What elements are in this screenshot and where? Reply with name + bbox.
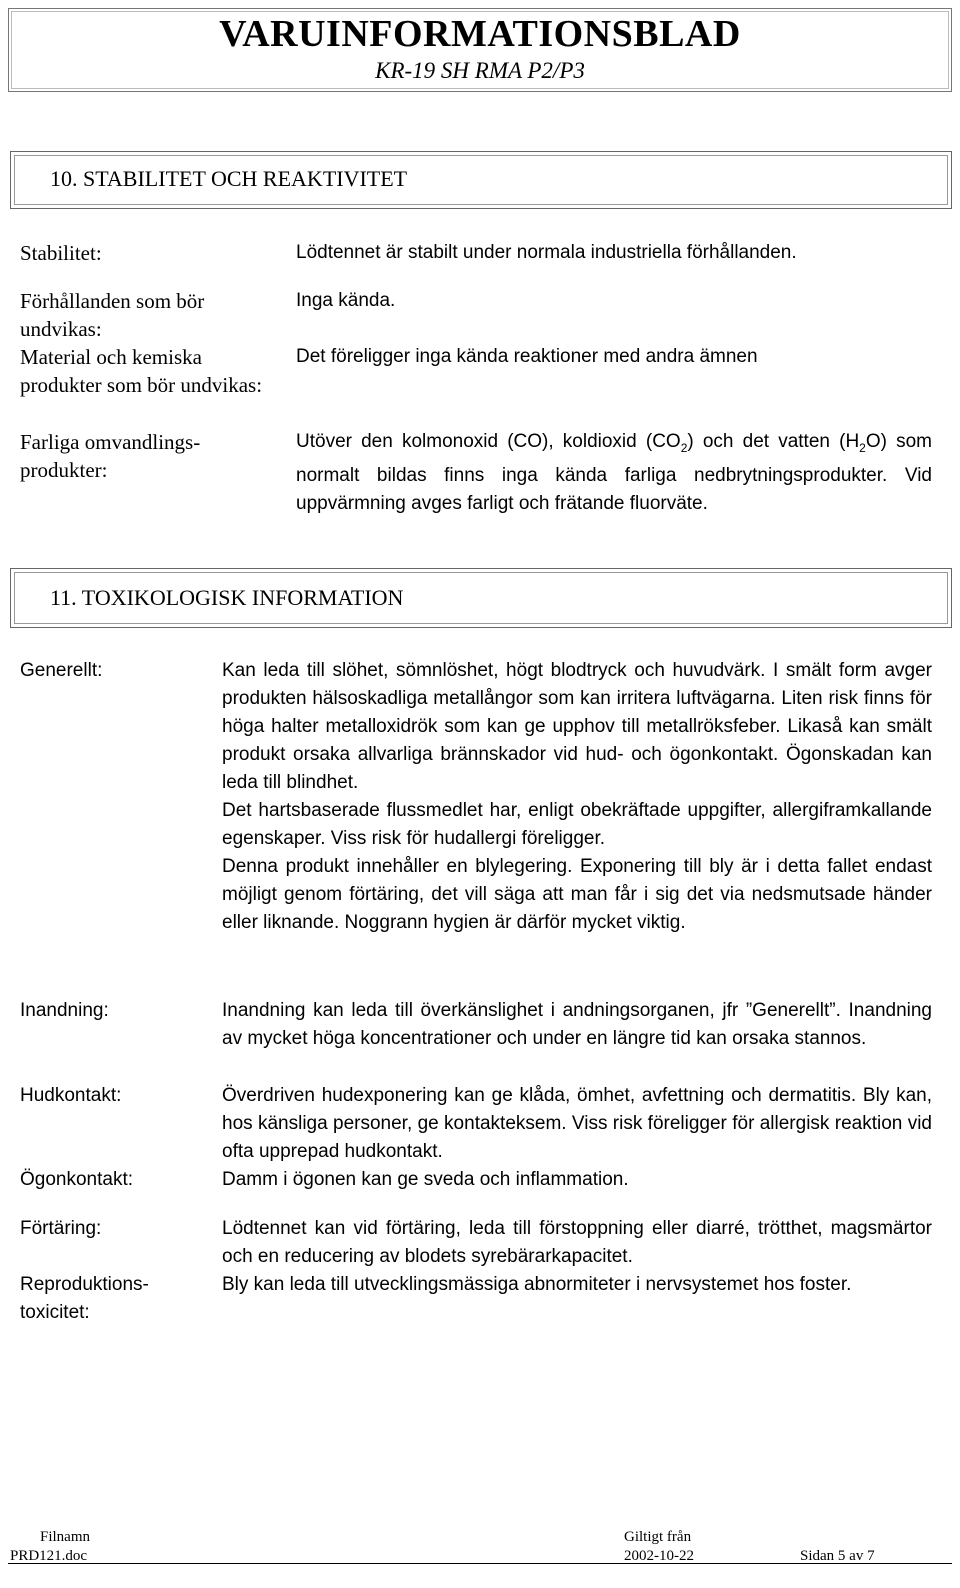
footer-filename-label: Filnamn xyxy=(40,1529,91,1545)
document-subtitle: KR-19 SH RMA P2/P3 xyxy=(375,58,585,83)
text-fortaring: Lödtennet kan vid förtäring, leda till förstoppning eller diarré, trötthet, magsmärtor och en reducering av blodets syrebärarkapacitet. xyxy=(222,1218,932,1267)
generellt-paragraph-1: Kan leda till slöhet, sömnlöshet, högt blodtryck och huvudvärk. I smält form avger produkten hälsoskadliga metallångor som kan irritera luftvägarna. Liten risk finns för höga halter metalloxidrök som kan ge upphov till metallröksfeber. Likaså kan smält produkt orsaka allvarliga brännskador vid hud- och ögonkontakt. Ögonskadan kan leda till blindhet. xyxy=(222,660,932,793)
text-hudkontakt: Överdriven hudexponering kan ge klåda, ömhet, avfettning och dermatitis. Bly kan, hos känsliga personer, ge kontakteksem. Viss risk föreligger för allergisk reaktion vid ofta upprepad hudkontakt. xyxy=(222,1085,932,1162)
text-ogonkontakt: Damm i ögonen kan ge sveda och inflammation. xyxy=(222,1169,629,1190)
text-generellt xyxy=(222,657,932,937)
label-generellt: Generellt: xyxy=(20,660,103,681)
subscript-2: 2 xyxy=(859,440,866,455)
label-material: Material och kemiska produkter som bör undvikas: xyxy=(20,345,263,397)
label-inandning: Inandning: xyxy=(20,1000,109,1021)
text-material: Det föreligger inga kända reaktioner med andra ämnen xyxy=(296,346,758,367)
label-ogonkontakt: Ögonkontakt: xyxy=(20,1169,134,1190)
footer-page-number: Sidan 5 av 7 xyxy=(800,1548,875,1564)
label-hudkontakt: Hudkontakt: xyxy=(20,1085,122,1106)
label-fortaring: Förtäring: xyxy=(20,1218,102,1239)
text-farliga-part-a: Utöver den kolmonoxid (CO), koldioxid (CO xyxy=(296,431,681,452)
footer-valid-label: Giltigt från xyxy=(624,1529,692,1545)
text-stabilitet: Lödtennet är stabilt under normala industriella förhållanden. xyxy=(296,242,797,263)
text-forhallanden: Inga kända. xyxy=(296,290,396,311)
footer-valid-date: 2002-10-22 xyxy=(624,1548,694,1564)
generellt-paragraph-2: Det hartsbaserade flussmedlet har, enligt obekräftade uppgifter, allergiframkallande egenskaper. Viss risk för hudallergi föreligger. xyxy=(222,800,932,849)
text-inandning: Inandning kan leda till överkänslighet i andningsorganen, jfr ”Generellt”. Inandning av mycket höga koncentrationer och under en längre tid kan orsaka stannos. xyxy=(222,1000,932,1049)
section-10-title: 10. STABILITET OCH REAKTIVITET xyxy=(50,166,408,191)
section-11-title: 11. TOXIKOLOGISK INFORMATION xyxy=(50,585,404,610)
subscript-2: 2 xyxy=(680,440,688,455)
label-farliga: Farliga omvandlings-produkter: xyxy=(20,430,201,482)
generellt-paragraph-3: Denna produkt innehåller en blylegering. Exponering till bly är i detta fallet endast möjligt genom förtäring, det vill säga att man får i sig det via nedsmutsade händer eller liknande. Noggrann hygien är därför mycket viktig. xyxy=(222,856,932,933)
label-stabilitet: Stabilitet: xyxy=(20,241,102,265)
label-reproduktionstoxicitet: Reproduktions-toxicitet: xyxy=(20,1274,149,1323)
document-title: VARUINFORMATIONSBLAD xyxy=(219,13,741,55)
footer-filename: PRD121.doc xyxy=(10,1548,88,1564)
text-farliga-part-b: ) och det vatten (H xyxy=(687,431,860,452)
text-reproduktionstoxicitet: Bly kan leda till utvecklingsmässiga abnormiteter i nervsystemet hos foster. xyxy=(222,1274,852,1295)
text-farliga-part-c: O) som normalt bildas finns inga kända farliga nedbrytningsprodukter. Vid uppvärmning avges farligt och frätande fluorväte. xyxy=(296,431,933,514)
text-farliga xyxy=(296,428,932,518)
label-forhallanden: Förhållanden som bör undvikas: xyxy=(20,289,205,341)
